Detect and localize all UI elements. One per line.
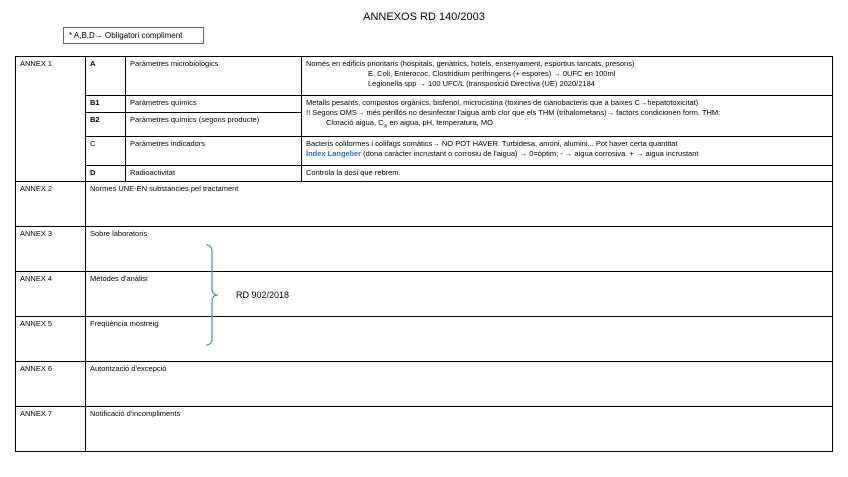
annex-table bbox=[15, 56, 833, 452]
annex-text: Normes UNE-EN substancies pel tractament bbox=[86, 182, 833, 227]
param-name: Paràmetres químics bbox=[126, 96, 302, 113]
desc-line: Només en edificis prioritaris (hospitals, geriàtrics, hotels, ensenyament, esportius tancats, presons) bbox=[306, 59, 635, 68]
param-description bbox=[302, 137, 833, 166]
annex-label: ANNEX 6 bbox=[16, 362, 86, 407]
table-row bbox=[16, 317, 833, 362]
mandatory-note-box: * A,B,D→ Obligatori compliment bbox=[63, 27, 204, 44]
annex-label: ANNEX 2 bbox=[16, 182, 86, 227]
param-description: Controla la dosi que rebrem. bbox=[302, 166, 833, 182]
annex-label: ANNEX 4 bbox=[16, 272, 86, 317]
annex-text: Notificació d'incompliments bbox=[86, 407, 833, 452]
table-row bbox=[16, 182, 833, 227]
table-row bbox=[16, 137, 833, 166]
table-row bbox=[16, 166, 833, 182]
annex-1-label: ANNEX 1 bbox=[16, 57, 86, 182]
page-title: ANNEXOS RD 140/2003 bbox=[363, 11, 485, 23]
desc-line: !! Segons OMS→ més perillós no desinfectar l'aigua amb clor que els THM (trihalometans)→ factors condicionen form. THM: bbox=[306, 108, 721, 117]
annex-label: ANNEX 7 bbox=[16, 407, 86, 452]
desc-subscript: in bbox=[383, 123, 388, 130]
desc-line: Legionella spp → 100 UFC/L (transposició Directiva (UE) 2020/2184 bbox=[368, 79, 595, 88]
annex-text: Freqüència mostreig bbox=[86, 317, 833, 362]
desc-line: E. Coli, Enterococ, Clostridium perifringens (+ espores) → 0UFC en 100ml bbox=[368, 69, 616, 78]
param-description bbox=[302, 96, 833, 137]
desc-line bbox=[306, 149, 828, 159]
table-row bbox=[16, 407, 833, 452]
param-name: Paràmetres químics (segons producte) bbox=[126, 113, 302, 137]
param-letter: D bbox=[86, 166, 126, 182]
desc-text: Cloració aigua, C bbox=[326, 118, 384, 127]
table-row bbox=[16, 96, 833, 113]
table-row bbox=[16, 227, 833, 272]
param-name: Radioactivitat bbox=[126, 166, 302, 182]
param-letter: B1 bbox=[86, 96, 126, 113]
annex-text: Mètodes d'anàlisi bbox=[86, 272, 833, 317]
param-letter: A bbox=[86, 57, 126, 96]
annex-label: ANNEX 5 bbox=[16, 317, 86, 362]
desc-line: Metalls pesants, compostos orgànics, bisfenol, microcistina (toxines de cianobacteris que a baixes C→hepatotoxicitat) bbox=[306, 98, 699, 107]
annex-label: ANNEX 3 bbox=[16, 227, 86, 272]
langelier-term: Índex Langelier bbox=[306, 149, 362, 158]
table-row bbox=[16, 272, 833, 317]
rd-reference: RD 902/2018 bbox=[236, 290, 290, 300]
table-row bbox=[16, 362, 833, 407]
desc-line: Bacteris coliformes i colifags somàtics→ NO POT HAVER. Turbidesa, amoni, alumini... Pot haver certa quantitat bbox=[306, 139, 678, 148]
param-letter: B2 bbox=[86, 113, 126, 137]
curly-brace-icon bbox=[198, 244, 222, 346]
param-letter: C bbox=[86, 137, 126, 166]
annex-text: Autorització d'excepció bbox=[86, 362, 833, 407]
param-description bbox=[302, 57, 833, 96]
param-name: Paràmetres microbiològics bbox=[126, 57, 302, 96]
desc-text: (dona caràcter incrustant o corrosiu de l'aigua) → 0=òptim; - → aigua corrosiva. + → aigua incrustant bbox=[361, 149, 699, 158]
desc-line bbox=[306, 118, 828, 132]
desc-text: en aigua, pH, temperatura, MO bbox=[387, 118, 493, 127]
param-name: Paràmetres indicadors bbox=[126, 137, 302, 166]
table-row bbox=[16, 57, 833, 96]
annex-text: Sobre laboratoris bbox=[86, 227, 833, 272]
